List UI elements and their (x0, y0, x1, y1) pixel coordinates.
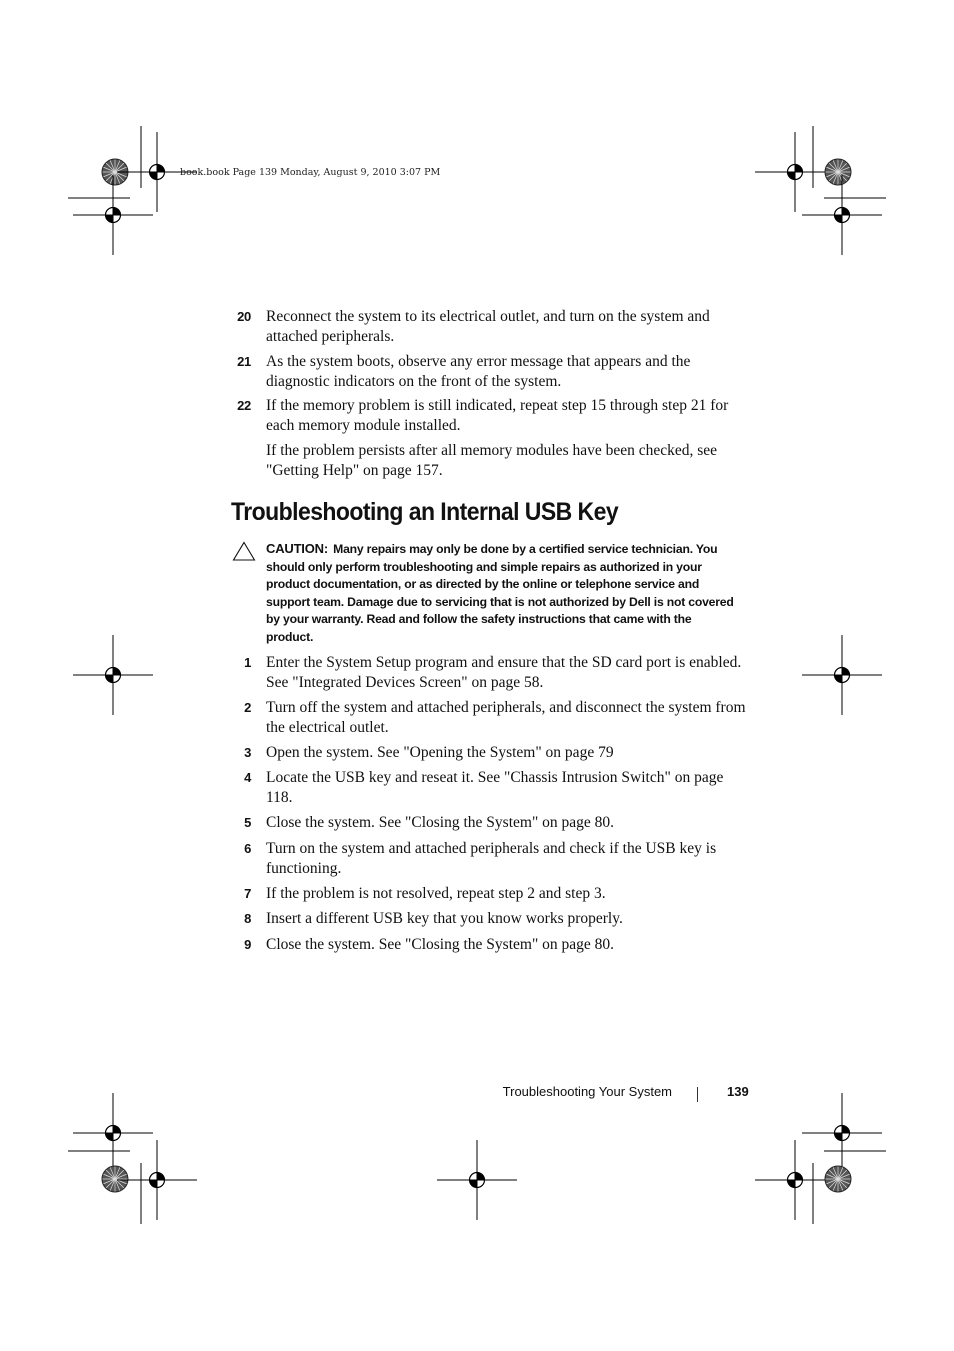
step-text: Enter the System Setup program and ensure that the SD card port is enabled. See "Integrated Devices Screen" on page 58. (266, 654, 742, 691)
list-item (231, 813, 751, 833)
list-item (231, 768, 751, 807)
crosshair-mark (117, 1140, 197, 1220)
step-number: 3 (244, 745, 251, 760)
step-number: 7 (244, 886, 251, 901)
list-item (231, 307, 751, 346)
list-item (231, 884, 751, 904)
step-text: If the problem is not resolved, repeat step 2 and step 3. (266, 885, 606, 902)
list-item (231, 698, 751, 737)
step-text: Turn off the system and attached peripherals, and disconnect the system from the electrical outlet. (266, 699, 746, 736)
step-number: 20 (237, 309, 251, 324)
step-number: 9 (244, 937, 251, 952)
crosshair-mark (755, 1140, 835, 1220)
caution-note (266, 540, 736, 647)
crosshair-mark (802, 1093, 882, 1173)
print-stamp: book.book Page 139 Monday, August 9, 2010 3:07 PM (180, 167, 441, 178)
step-number: 2 (244, 700, 251, 715)
caution-label: CAUTION: (266, 541, 328, 556)
step-text: Open the system. See "Opening the System" on page 79 (266, 744, 614, 761)
step-number: 1 (244, 655, 251, 670)
page-number: 139 (727, 1084, 749, 1099)
crosshair-mark (802, 175, 882, 255)
crosshair-mark (437, 1140, 517, 1220)
starburst-mark (825, 159, 851, 185)
step-number: 21 (237, 354, 251, 369)
list-item (231, 909, 751, 929)
step-text: Close the system. See "Closing the System" on page 80. (266, 814, 615, 831)
crosshair-mark (755, 132, 835, 212)
list-item (231, 743, 751, 763)
step-number: 8 (244, 911, 251, 926)
step-text: As the system boots, observe any error message that appears and the diagnostic indicators on the front of the system. (266, 353, 691, 390)
step-number: 6 (244, 841, 251, 856)
caution-icon (232, 541, 256, 561)
step-followup-paragraph: If the problem persists after all memory modules have been checked, see "Getting Help" on page 157. (266, 442, 718, 479)
section-heading: Troubleshooting an Internal USB Key (231, 498, 619, 526)
step-number: 22 (237, 398, 251, 413)
footer-chapter-title: Troubleshooting Your System (502, 1084, 672, 1099)
list-item (231, 396, 751, 435)
step-text: Insert a different USB key that you know works properly. (266, 910, 623, 927)
step-number: 4 (244, 770, 251, 785)
list-item (231, 935, 751, 955)
starburst-mark (825, 1166, 851, 1192)
step-text: Locate the USB key and reseat it. See "Chassis Intrusion Switch" on page 118. (266, 769, 724, 806)
list-item (231, 653, 751, 692)
list-item (231, 839, 751, 878)
starburst-mark (102, 1166, 128, 1192)
crosshair-mark (73, 635, 153, 715)
caution-text: Many repairs may only be done by a certified service technician. You should only perform troubleshooting and simple repairs as authorized in your product documentation, or as directed by the online or telephone service and support team. Damage due to servicing that is not authorized by Dell is not covered by your warranty. Read and follow the safety instructions that came with the product. (266, 542, 734, 644)
step-text: Turn on the system and attached peripherals and check if the USB key is functioning. (266, 840, 717, 877)
crosshair-mark (802, 635, 882, 715)
crosshair-mark (73, 1093, 153, 1173)
step-text: Close the system. See "Closing the System" on page 80. (266, 936, 615, 953)
step-number: 5 (244, 815, 251, 830)
footer-divider (697, 1087, 698, 1102)
step-text: If the memory problem is still indicated, repeat step 15 through step 21 for each memory module installed. (266, 397, 729, 434)
step-text: Reconnect the system to its electrical outlet, and turn on the system and attached peripherals. (266, 308, 710, 345)
list-item (231, 352, 751, 391)
